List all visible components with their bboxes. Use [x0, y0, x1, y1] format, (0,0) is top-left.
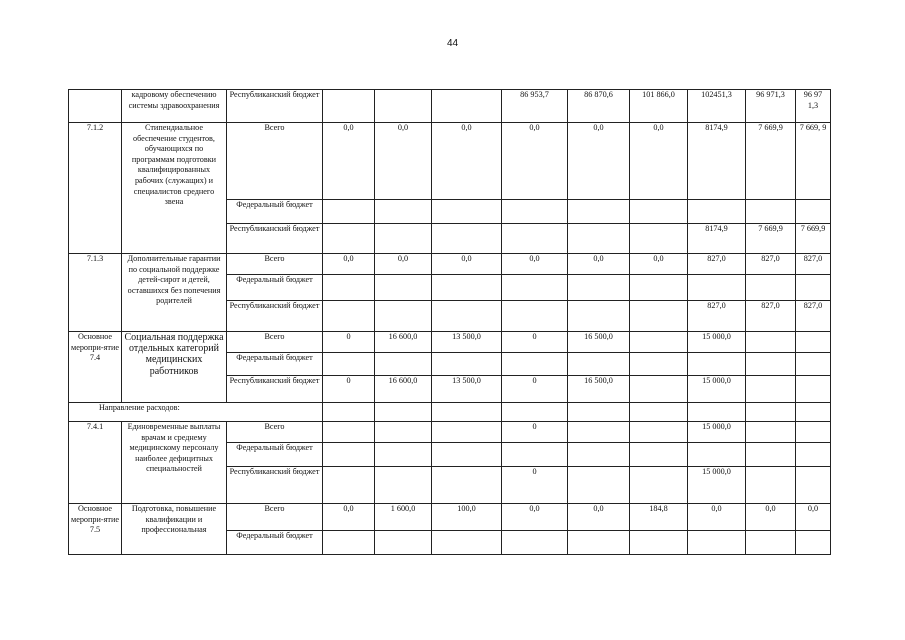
value-cell: 0 [502, 467, 568, 504]
value-cell: 827,0 [688, 254, 746, 275]
value-cell [746, 422, 796, 443]
value-cell: 100,0 [432, 504, 502, 531]
value-cell: 0,0 [432, 254, 502, 275]
value-cell: 0,0 [568, 504, 630, 531]
value-cell: 7 669, 9 [796, 123, 831, 200]
funding-source: Всего [227, 422, 323, 443]
funding-source: Республиканский бюджет [227, 90, 323, 123]
value-cell: 0,0 [502, 254, 568, 275]
funding-source: Всего [227, 504, 323, 531]
budget-table [68, 89, 831, 555]
value-cell: 1 600,0 [375, 504, 432, 531]
value-cell: 0,0 [502, 504, 568, 531]
value-cell [375, 224, 432, 254]
row-code: 7.4.1 [69, 422, 122, 504]
row-code: 7.1.3 [69, 254, 122, 332]
value-cell [375, 90, 432, 123]
value-cell: 0 [502, 422, 568, 443]
value-cell [630, 332, 688, 353]
value-cell: 101 866,0 [630, 90, 688, 123]
value-cell [375, 467, 432, 504]
table-row [69, 123, 831, 200]
value-cell: 7 669,9 [746, 224, 796, 254]
value-cell [746, 332, 796, 353]
value-cell: 0,0 [688, 504, 746, 531]
value-cell: 184,8 [630, 504, 688, 531]
table-row [69, 332, 831, 353]
value-cell [746, 376, 796, 403]
funding-source: Федеральный бюджет [227, 200, 323, 224]
value-cell [630, 224, 688, 254]
value-cell [746, 467, 796, 504]
value-cell [432, 224, 502, 254]
value-cell: 96 97 1,3 [796, 90, 831, 123]
value-cell: 16 600,0 [375, 376, 432, 403]
value-cell: 0 [323, 376, 375, 403]
value-cell: 96 971,3 [746, 90, 796, 123]
value-cell [323, 224, 375, 254]
value-cell: 0 [323, 332, 375, 353]
value-cell [323, 90, 375, 123]
funding-source: Всего [227, 254, 323, 275]
row-name: Единовременные выплаты врачам и среднему медицинскому персоналу наиболее дефицитных специальностей [122, 422, 227, 504]
funding-source: Всего [227, 123, 323, 200]
value-cell: 0 [502, 376, 568, 403]
funding-source: Республиканский бюджет [227, 224, 323, 254]
value-cell [796, 332, 831, 353]
value-cell: 0,0 [796, 504, 831, 531]
value-cell [502, 224, 568, 254]
value-cell: 0,0 [375, 254, 432, 275]
value-cell: 0,0 [746, 504, 796, 531]
value-cell [568, 467, 630, 504]
value-cell: 827,0 [688, 301, 746, 332]
value-cell: 0,0 [568, 254, 630, 275]
funding-source: Республиканский бюджет [227, 301, 323, 332]
value-cell: 13 500,0 [432, 376, 502, 403]
value-cell: 16 500,0 [568, 376, 630, 403]
row-code: Основное меропри-ятие 7.4 [69, 332, 122, 403]
value-cell [502, 301, 568, 332]
funding-source: Республиканский бюджет [227, 467, 323, 504]
value-cell [568, 422, 630, 443]
value-cell [630, 301, 688, 332]
expense-direction-label: Направление расходов: [69, 403, 323, 422]
value-cell: 0,0 [568, 123, 630, 200]
value-cell [630, 467, 688, 504]
table-row [69, 504, 831, 531]
value-cell: 7 669,9 [746, 123, 796, 200]
value-cell: 0 [502, 332, 568, 353]
value-cell: 0,0 [323, 504, 375, 531]
value-cell: 0,0 [630, 254, 688, 275]
row-name: Социальная поддержка отдельных категорий медицинских работников [122, 332, 227, 403]
row-code: Основное меропри-ятие 7.5 [69, 504, 122, 555]
value-cell: 16 500,0 [568, 332, 630, 353]
row-code: 7.1.2 [69, 123, 122, 254]
value-cell: 0,0 [630, 123, 688, 200]
value-cell [323, 301, 375, 332]
value-cell [630, 422, 688, 443]
value-cell: 0,0 [375, 123, 432, 200]
value-cell: 0,0 [502, 123, 568, 200]
value-cell [796, 422, 831, 443]
value-cell: 7 669,9 [796, 224, 831, 254]
value-cell [323, 467, 375, 504]
page-number: 44 [446, 38, 459, 49]
row-name: кадровому обеспечению системы здравоохранения [122, 90, 227, 123]
value-cell: 0,0 [323, 123, 375, 200]
value-cell: 15 000,0 [688, 332, 746, 353]
value-cell: 13 500,0 [432, 332, 502, 353]
row-name: Дополнительные гарантии по социальной поддержке детей-сирот и детей, оставшихся без попечения родителей [122, 254, 227, 332]
value-cell: 8174,9 [688, 224, 746, 254]
value-cell: 0,0 [432, 123, 502, 200]
funding-source: Федеральный бюджет [227, 353, 323, 376]
funding-source: Федеральный бюджет [227, 443, 323, 467]
value-cell [796, 376, 831, 403]
value-cell: 15 000,0 [688, 422, 746, 443]
funding-source: Федеральный бюджет [227, 531, 323, 555]
table-row [69, 90, 831, 123]
value-cell: 15 000,0 [688, 376, 746, 403]
value-cell [568, 224, 630, 254]
value-cell: 827,0 [746, 301, 796, 332]
table-row [69, 403, 831, 422]
value-cell: 827,0 [796, 301, 831, 332]
value-cell: 827,0 [746, 254, 796, 275]
value-cell: 0,0 [323, 254, 375, 275]
value-cell [796, 467, 831, 504]
row-name: Подготовка, повышение квалификации и профессиональная [122, 504, 227, 555]
value-cell [323, 422, 375, 443]
value-cell: 86 870,6 [568, 90, 630, 123]
value-cell [432, 90, 502, 123]
table-row [69, 254, 831, 275]
row-name: Стипендиальное обеспечение студентов, обучающихся по программам подготовки квалифицированных рабочих (служащих) и специалистов среднего звена [122, 123, 227, 254]
value-cell: 102451,3 [688, 90, 746, 123]
value-cell [432, 422, 502, 443]
funding-source: Всего [227, 332, 323, 353]
table-row [69, 422, 831, 443]
funding-source: Федеральный бюджет [227, 275, 323, 301]
value-cell [432, 467, 502, 504]
value-cell [568, 301, 630, 332]
value-cell [375, 422, 432, 443]
row-code [69, 90, 122, 123]
value-cell: 827,0 [796, 254, 831, 275]
value-cell: 16 600,0 [375, 332, 432, 353]
value-cell [432, 301, 502, 332]
value-cell [630, 376, 688, 403]
value-cell: 15 000,0 [688, 467, 746, 504]
value-cell: 8174,9 [688, 123, 746, 200]
value-cell [375, 301, 432, 332]
value-cell: 86 953,7 [502, 90, 568, 123]
funding-source: Республиканский бюджет [227, 376, 323, 403]
